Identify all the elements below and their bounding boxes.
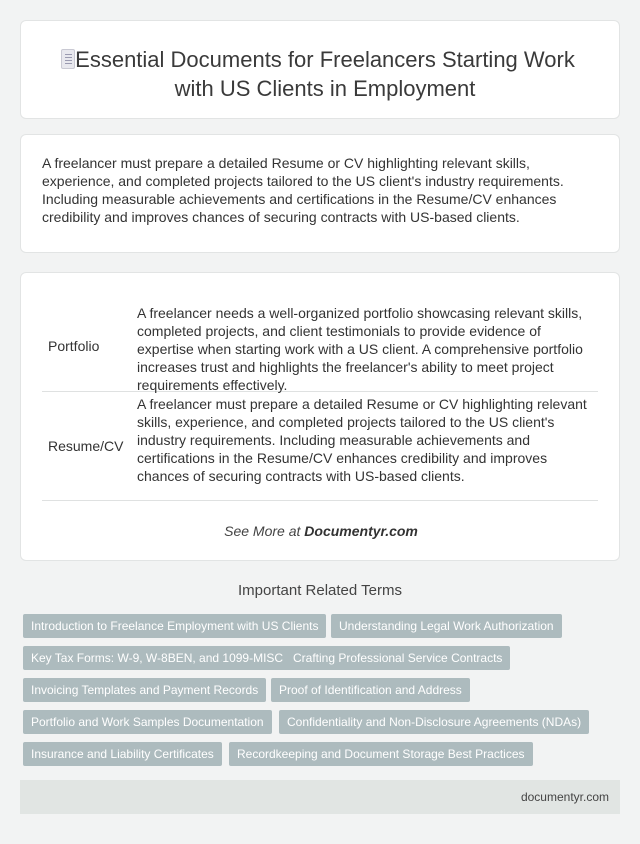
row-description: A freelancer needs a well-organized portfolio showcasing relevant skills, completed projects, and client testimonials to provide evidence of expertise when starting work with a US client. A comprehensive portfolio increases trust and highlights the freelancer's ability to meet project requirements effectively. bbox=[137, 305, 583, 393]
related-tag[interactable]: Portfolio and Work Samples Documentation bbox=[23, 710, 272, 734]
related-tag[interactable]: Proof of Identification and Address bbox=[271, 678, 470, 702]
intro-card bbox=[20, 134, 620, 253]
page-title: Essential Documents for Freelancers Starting Work with US Clients in Employment bbox=[75, 47, 575, 101]
documents-table-card bbox=[20, 272, 620, 561]
see-more-site[interactable]: Documentyr.com bbox=[304, 523, 418, 539]
related-tag[interactable]: Confidentiality and Non-Disclosure Agreements (NDAs) bbox=[279, 710, 589, 734]
row-label: Resume/CV bbox=[48, 438, 124, 454]
related-tag[interactable]: Introduction to Freelance Employment with US Clients bbox=[23, 614, 326, 638]
row-label: Portfolio bbox=[48, 338, 100, 354]
footer-site-link[interactable]: documentyr.com bbox=[520, 790, 609, 804]
title-card bbox=[20, 20, 620, 119]
row-description: A freelancer must prepare a detailed Resume or CV highlighting relevant skills, experience, and completed projects tailored to the US client's industry requirements. Including measurable achievements and certifications in the Resume/CV enhances credibility and improves chances of securing contracts with US-based clients. bbox=[137, 396, 587, 484]
table-row bbox=[42, 302, 598, 392]
related-tag[interactable]: Key Tax Forms: W-9, W-8BEN, and 1099-MISC bbox=[23, 646, 291, 670]
see-more-link[interactable] bbox=[21, 523, 621, 539]
related-tag[interactable]: Recordkeeping and Document Storage Best Practices bbox=[229, 742, 533, 766]
see-more-prefix: See More at bbox=[224, 523, 305, 539]
title-container bbox=[65, 45, 585, 103]
related-terms-heading: Important Related Terms bbox=[238, 582, 402, 599]
intro-paragraph: A freelancer must prepare a detailed Resume or CV highlighting relevant skills, experience, and completed projects tailored to the US client's industry requirements. Including measurable achievements and certifications in the Resume/CV enhances credibility and improves chances of securing contracts with US-based clients. bbox=[42, 155, 564, 225]
related-tag[interactable]: Crafting Professional Service Contracts bbox=[285, 646, 510, 670]
table-row bbox=[42, 393, 598, 501]
related-tag[interactable]: Understanding Legal Work Authorization bbox=[331, 614, 562, 638]
footer bbox=[20, 780, 620, 814]
related-tag[interactable]: Insurance and Liability Certificates bbox=[23, 742, 222, 766]
related-tag[interactable]: Invoicing Templates and Payment Records bbox=[23, 678, 266, 702]
